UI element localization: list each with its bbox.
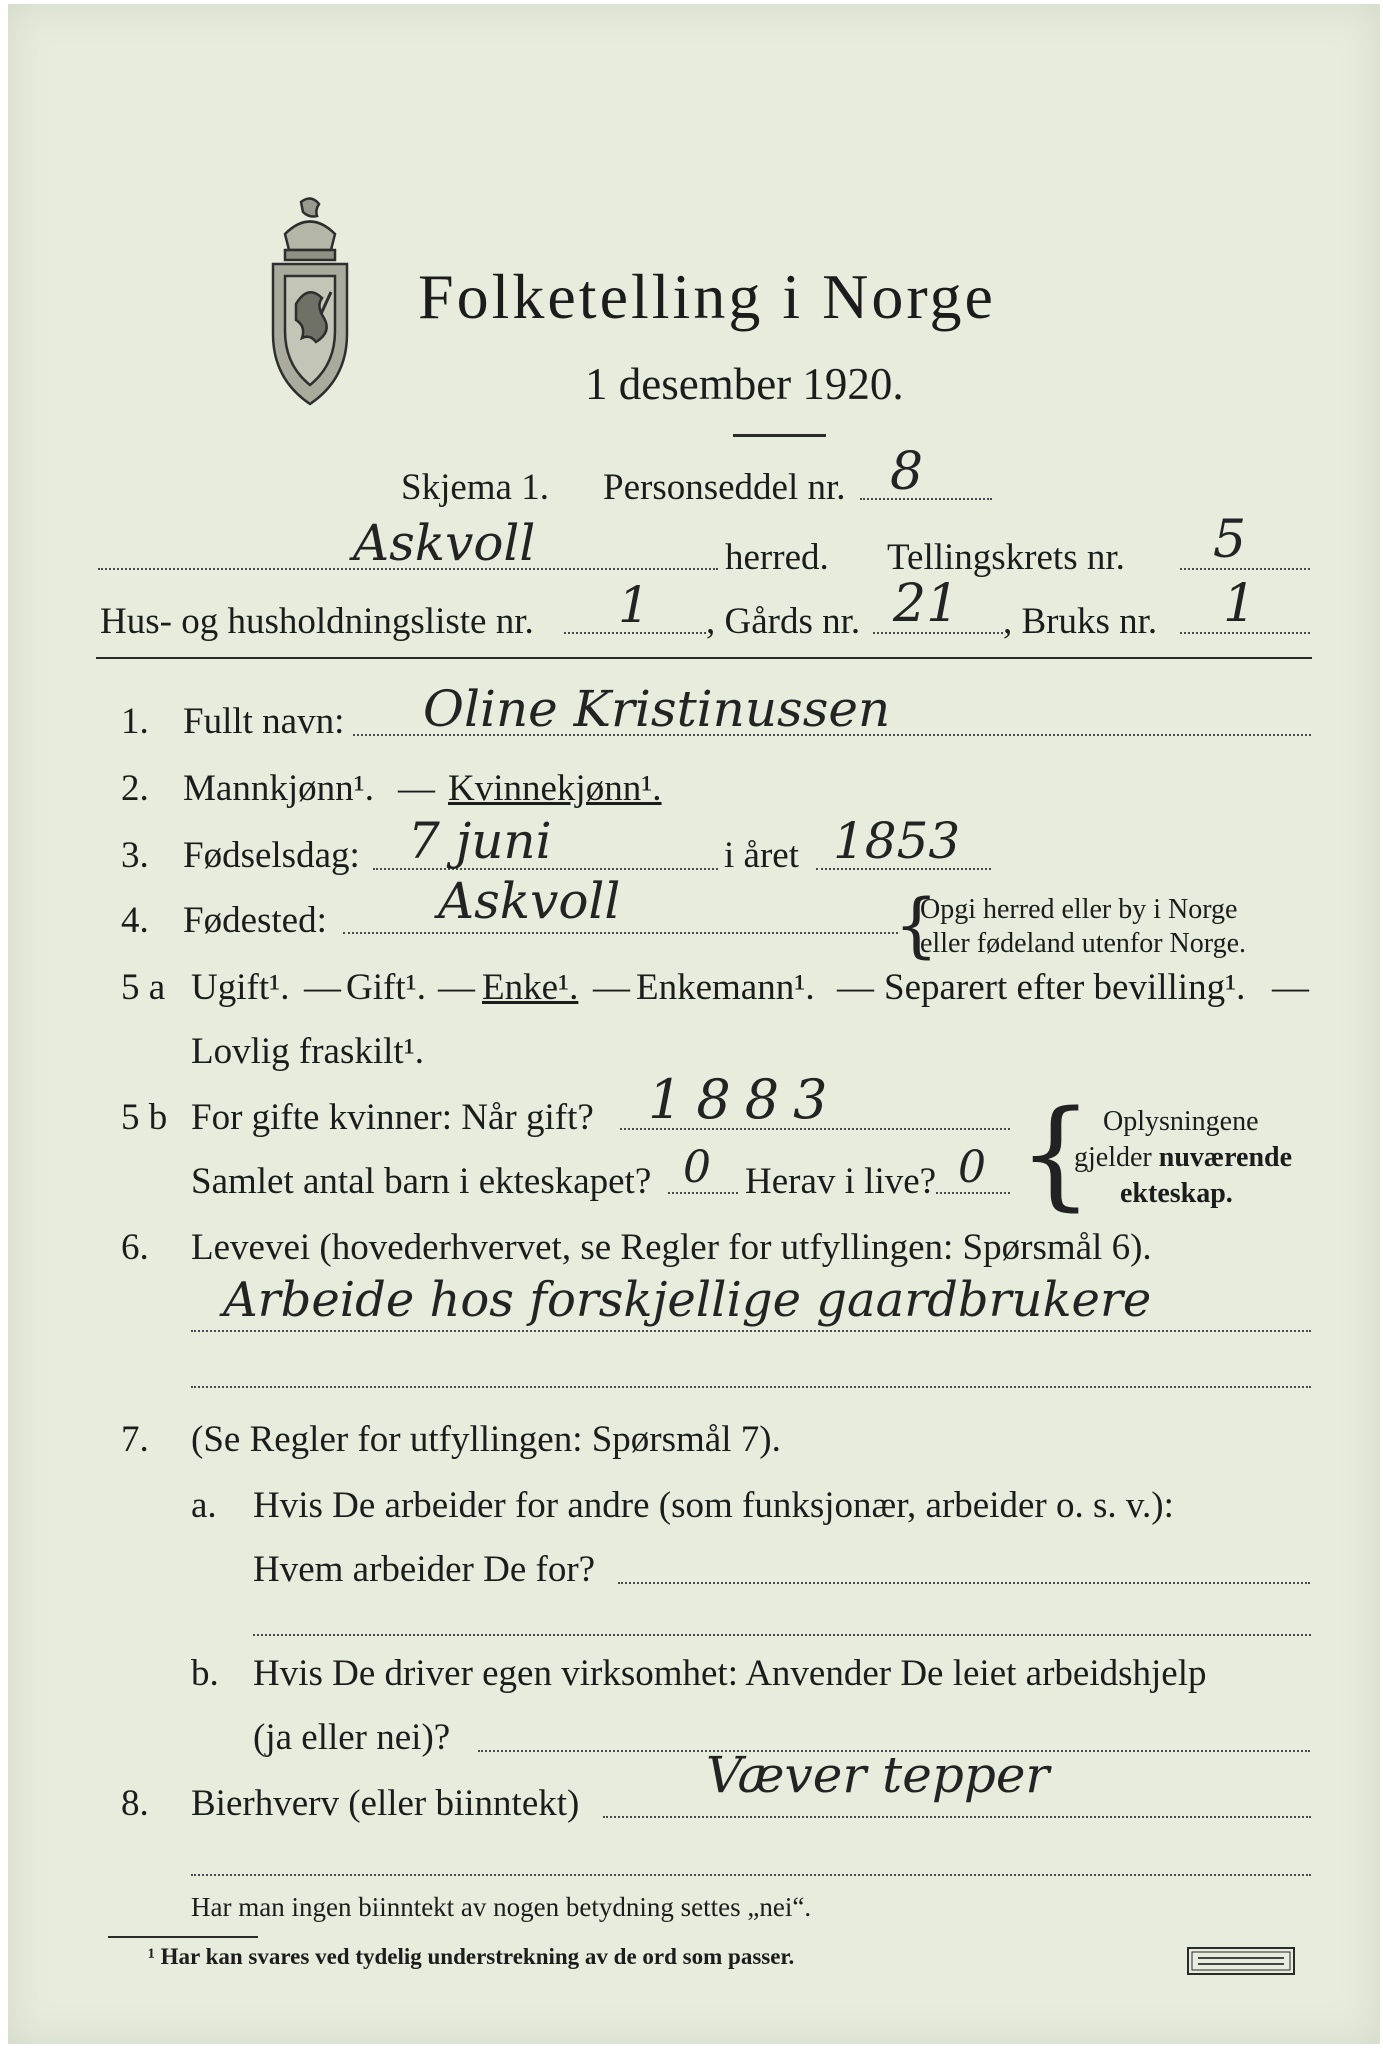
q7-number: 7. bbox=[121, 1419, 149, 1460]
q7a-sub-label: Hvem arbeider De for? bbox=[253, 1549, 596, 1590]
q5a-dash-3: — bbox=[593, 967, 630, 1008]
q6-field-line-2 bbox=[191, 1386, 1311, 1388]
gards-value[interactable]: 21 bbox=[893, 574, 960, 634]
q3-birth-year-value[interactable]: 1853 bbox=[833, 812, 961, 870]
q7a-field-line-2 bbox=[253, 1634, 1311, 1636]
q8-field-line-1 bbox=[603, 1816, 1311, 1818]
q8-secondary-income-value[interactable]: Væver tepper bbox=[706, 1746, 1050, 1804]
q5a-gift-option[interactable]: Gift¹. bbox=[346, 967, 426, 1008]
q4-note-line2: eller fødeland utenfor Norge. bbox=[920, 928, 1247, 959]
personseddel-value[interactable]: 8 bbox=[890, 442, 924, 502]
q4-birthplace-value[interactable]: Askvoll bbox=[438, 872, 621, 930]
q5b-children-label: Samlet antal barn i ekteskapet? bbox=[191, 1161, 652, 1202]
husholdningsliste-value[interactable]: 1 bbox=[618, 576, 650, 634]
q8-number: 8. bbox=[121, 1783, 149, 1824]
no-income-note: Har man ingen biinntekt av nogen betydning settes „nei“. bbox=[191, 1892, 812, 1922]
q7-label: (Se Regler for utfyllingen: Spørsmål 7). bbox=[191, 1419, 781, 1460]
husholdningsliste-label: Hus- og husholdningsliste nr. bbox=[100, 601, 534, 642]
q4-note-brace: { bbox=[894, 884, 939, 966]
q3-number: 3. bbox=[121, 835, 149, 876]
q7a-field-line-1 bbox=[618, 1582, 1310, 1584]
q4-number: 4. bbox=[121, 900, 149, 941]
q4-note-line1: Opgi herred eller by i Norge bbox=[920, 894, 1238, 925]
q5a-number: 5 a bbox=[121, 967, 166, 1008]
q3-label: Fødselsdag: bbox=[183, 835, 360, 876]
q2-female-option-selected[interactable]: Kvinnekjønn¹. bbox=[448, 768, 662, 809]
q2-male-option[interactable]: Mannkjønn¹. bbox=[183, 768, 374, 809]
personseddel-field-line bbox=[860, 498, 992, 500]
q5a-ugift-option[interactable]: Ugift¹. bbox=[191, 967, 290, 1008]
form-title: Folketelling i Norge bbox=[418, 261, 996, 332]
q1-number: 1. bbox=[121, 701, 149, 742]
bruks-label: , Bruks nr. bbox=[1003, 601, 1158, 642]
herred-label: herred. bbox=[725, 537, 829, 578]
q6-number: 6. bbox=[121, 1227, 149, 1268]
q6-label: Levevei (hovederhvervet, se Regler for utfyllingen: Spørsmål 6). bbox=[191, 1227, 1152, 1268]
q7b-label: Hvis De driver egen virksomhet: Anvender De leiet arbeidshjelp bbox=[253, 1653, 1207, 1694]
gards-label: , Gårds nr. bbox=[706, 601, 861, 642]
q6-occupation-value[interactable]: Arbeide hos forskjellige gaardbrukere bbox=[223, 1272, 1152, 1328]
q3-birthday-value[interactable]: 7 juni bbox=[408, 812, 552, 870]
q5b-alive-label: Herav i live? bbox=[745, 1161, 937, 1202]
q5a-enkemann-option[interactable]: Enkemann¹. bbox=[636, 967, 815, 1008]
census-form-page bbox=[8, 4, 1380, 2044]
herred-value[interactable]: Askvoll bbox=[353, 514, 536, 572]
q5a-dash-5: — bbox=[1272, 967, 1309, 1008]
q5b-note-brace: { bbox=[1018, 1084, 1094, 1222]
q7b-sub-label: (ja eller nei)? bbox=[253, 1717, 451, 1758]
q1-label: Fullt navn: bbox=[183, 701, 345, 742]
q5b-married-label: For gifte kvinner: Når gift? bbox=[191, 1097, 594, 1138]
q5a-enke-option-selected[interactable]: Enke¹. bbox=[482, 967, 579, 1008]
q3-year-label: i året bbox=[724, 835, 799, 876]
skjema-label: Skjema 1. bbox=[401, 467, 549, 508]
header-rule bbox=[96, 657, 1312, 659]
title-divider bbox=[733, 434, 826, 437]
q7a-letter: a. bbox=[191, 1485, 217, 1526]
q4-field-line bbox=[343, 932, 898, 934]
q7b-letter: b. bbox=[191, 1653, 219, 1694]
norway-coat-of-arms-icon bbox=[263, 194, 358, 409]
q5a-fraskilt-option[interactable]: Lovlig fraskilt¹. bbox=[191, 1031, 425, 1072]
q5a-dash-1: — bbox=[304, 967, 341, 1008]
q5b-married-year-value[interactable]: 1883 bbox=[648, 1068, 842, 1131]
census-date: 1 desember 1920. bbox=[585, 359, 904, 409]
q8-label: Bierhverv (eller biinntekt) bbox=[191, 1783, 580, 1824]
q5b-note-line2: gjelder nuværende bbox=[1074, 1142, 1293, 1173]
q5a-dash-4: — bbox=[837, 967, 874, 1008]
q7a-label: Hvis De arbeider for andre (som funksjonær, arbeider o. s. v.): bbox=[253, 1485, 1174, 1526]
tellingskrets-value[interactable]: 5 bbox=[1213, 510, 1247, 570]
q5b-note-line1: Oplysningene bbox=[1103, 1106, 1259, 1137]
q1-full-name-value[interactable]: Oline Kristinussen bbox=[423, 680, 891, 738]
footnote-text: ¹ Har kan svares ved tydelig understrekning av de ord som passer. bbox=[148, 1944, 795, 1969]
printer-stamp-icon bbox=[1186, 1946, 1296, 1976]
q2-number: 2. bbox=[121, 768, 149, 809]
q5b-alive-value[interactable]: 0 bbox=[958, 1142, 986, 1193]
q2-separator: — bbox=[398, 768, 435, 809]
footnote-rule bbox=[108, 1936, 258, 1938]
q5b-number: 5 b bbox=[121, 1097, 168, 1138]
q6-field-line-1 bbox=[191, 1330, 1311, 1332]
q5a-separert-option[interactable]: Separert efter bevilling¹. bbox=[884, 967, 1246, 1008]
bruks-value[interactable]: 1 bbox=[1223, 574, 1257, 634]
q5a-dash-2: — bbox=[438, 967, 475, 1008]
q8-field-line-2 bbox=[191, 1874, 1311, 1876]
q4-label: Fødested: bbox=[183, 900, 327, 941]
personseddel-label: Personseddel nr. bbox=[603, 467, 846, 508]
q5b-note-line3: ekteskap. bbox=[1120, 1178, 1233, 1209]
q5b-children-value[interactable]: 0 bbox=[683, 1142, 711, 1193]
tellingskrets-label: Tellingskrets nr. bbox=[887, 537, 1125, 578]
